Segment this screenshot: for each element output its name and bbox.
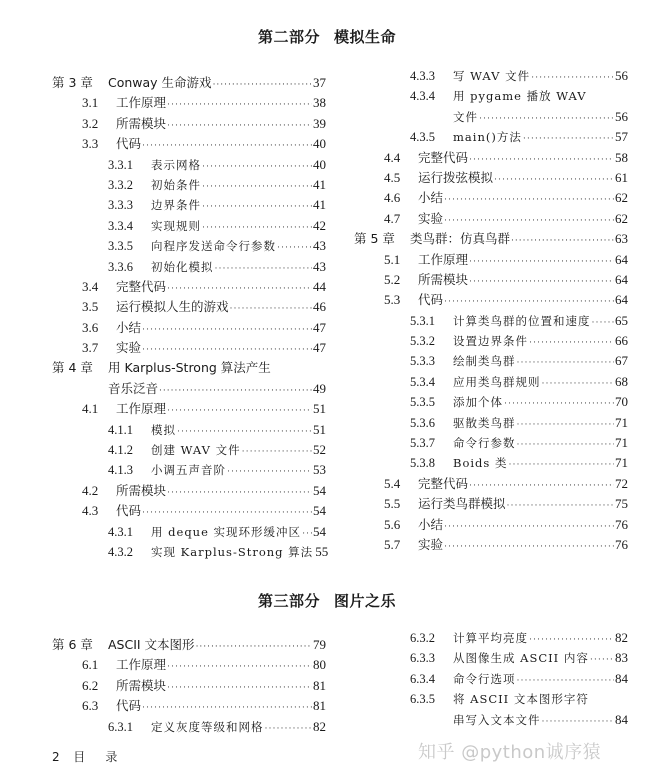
- toc-entry[interactable]: [354, 628, 628, 648]
- toc-entry-number: 4.3: [82, 503, 99, 519]
- toc-entry-title: 驱散类鸟群: [453, 415, 516, 430]
- toc-entry-page: 43: [313, 258, 326, 274]
- toc-entry-title: 小结: [116, 319, 142, 335]
- toc-entry-number: 5.4: [384, 475, 401, 491]
- dot-leader: [277, 237, 312, 257]
- toc-entry-page: 62: [615, 210, 628, 226]
- toc-entry-title: 用 Karplus-Strong 算法产生: [108, 360, 271, 376]
- toc-entry-title: 代码: [418, 292, 444, 308]
- toc-entry-page: 84: [615, 711, 628, 727]
- toc-entry-page: 76: [615, 536, 628, 552]
- part-three-title: 图片之乐: [334, 592, 397, 610]
- toc-entry[interactable]: [354, 86, 628, 106]
- toc-entry-page: 54: [313, 503, 326, 519]
- toc-entry-page: 71: [615, 414, 628, 430]
- toc-entry-page: 55: [315, 543, 329, 559]
- toc-entry-title: 计算平均亮度: [453, 631, 528, 645]
- toc-entry-page: 79: [313, 637, 326, 652]
- toc-entry-page: 83: [615, 650, 628, 666]
- dot-leader: [444, 210, 614, 230]
- dot-leader: [202, 176, 312, 196]
- toc-entry-number: 4.1.2: [108, 443, 133, 458]
- toc-entry-page: 42: [313, 217, 326, 233]
- toc-entry-title: 命令行选项: [453, 671, 516, 686]
- toc-entry-page: 82: [313, 718, 326, 734]
- toc-entry-page: 43: [313, 238, 326, 254]
- toc-entry-page: 76: [615, 516, 628, 532]
- toc-entry[interactable]: [52, 460, 326, 480]
- toc-entry-title: 代码: [116, 698, 142, 714]
- toc-entry-number: 4.1: [82, 401, 99, 417]
- toc-entry-number: 5.2: [384, 271, 401, 287]
- toc-entry-number: 第 6 章: [52, 637, 93, 652]
- toc-entry-number: 5.3.1: [410, 313, 435, 328]
- toc-entry[interactable]: [354, 413, 628, 433]
- dot-leader: [142, 697, 312, 717]
- dot-leader: [531, 67, 614, 87]
- toc-entry-page: 63: [615, 231, 628, 247]
- toc-entry[interactable]: [354, 351, 628, 371]
- toc-entry-page: 44: [313, 278, 326, 294]
- toc-entry-page: 56: [615, 108, 628, 124]
- dot-leader: [469, 149, 614, 169]
- dot-leader: [213, 75, 312, 95]
- toc-entry-title: 串写入文本文件: [453, 712, 541, 727]
- toc-entry-page: 67: [615, 353, 628, 369]
- dot-leader: [142, 339, 312, 359]
- toc-entry[interactable]: [354, 494, 628, 514]
- toc-entry-title: 绘制类鸟群: [453, 354, 516, 369]
- dot-leader: [265, 718, 313, 738]
- dot-leader: [302, 523, 312, 543]
- toc-entry-number: 5.3.5: [410, 395, 435, 410]
- toc-entry-title: 文件: [453, 109, 478, 124]
- dot-leader: [507, 495, 614, 515]
- toc-entry-page: 68: [615, 373, 628, 389]
- toc-entry-number: 5.1: [384, 251, 401, 267]
- dot-leader: [167, 278, 312, 298]
- toc-entry-title: 工作原理: [418, 251, 469, 267]
- toc-entry[interactable]: [52, 175, 326, 195]
- toc-entry-title: 工作原理: [116, 657, 167, 673]
- toc-entry[interactable]: [52, 522, 326, 542]
- toc-entry-page: 40: [313, 156, 326, 172]
- part-two-label: 第二部分: [257, 28, 320, 46]
- toc-entry[interactable]: [354, 188, 628, 208]
- toc-entry[interactable]: [52, 297, 326, 317]
- toc-entry[interactable]: [52, 216, 326, 236]
- toc-entry-title: main()方法: [453, 130, 522, 145]
- dot-leader: [202, 217, 312, 237]
- toc-entry-page: 84: [615, 670, 628, 686]
- toc-entry-number: 5.3.7: [410, 436, 435, 451]
- toc-entry-title: 写 WAV 文件: [453, 69, 531, 83]
- toc-entry[interactable]: [52, 399, 326, 419]
- toc-entry[interactable]: [52, 134, 326, 154]
- toc-entry-number: 3.5: [82, 299, 99, 315]
- dot-leader: [159, 381, 312, 401]
- dot-leader: [542, 373, 615, 393]
- toc-entry-title: 工作原理: [116, 401, 167, 417]
- toc-entry-page: 72: [615, 475, 628, 491]
- toc-entry-number: 3.3: [82, 136, 99, 152]
- toc-entry-title: 运行模拟人生的游戏: [116, 299, 229, 315]
- dot-leader: [230, 298, 312, 318]
- toc-entry-number: 3.3.3: [108, 198, 133, 213]
- toc-entry[interactable]: [52, 318, 326, 338]
- part-two-heading: [0, 26, 654, 47]
- dot-leader: [167, 115, 312, 135]
- toc-entry-title: 表示网格: [151, 157, 201, 172]
- dot-leader: [444, 516, 614, 536]
- toc-entry-number: 4.4: [384, 149, 401, 165]
- toc-entry-number: 4.6: [384, 190, 401, 206]
- toc-entry-page: 41: [313, 197, 326, 213]
- dot-leader: [167, 656, 312, 676]
- toc-entry[interactable]: [354, 710, 628, 730]
- toc-entry-page: 62: [615, 190, 628, 206]
- toc-entry-page: 51: [313, 421, 326, 437]
- toc-entry-title: 计算类鸟群的位置和速度: [453, 313, 591, 328]
- toc-entry-page: 66: [615, 333, 628, 349]
- toc-entry-number: 4.5: [384, 169, 401, 185]
- toc-entry-title: ASCII 文本图形: [108, 637, 195, 652]
- toc-entry[interactable]: [52, 379, 326, 399]
- toc-entry-number: 4.3.2: [108, 544, 133, 559]
- toc-entry-number: 6.3.1: [108, 719, 133, 734]
- toc-entry-page: 40: [313, 136, 326, 152]
- toc-entry[interactable]: [52, 93, 326, 113]
- toc-entry-title: 代码: [116, 503, 142, 519]
- toc-entry[interactable]: [52, 542, 329, 562]
- dot-leader: [215, 258, 313, 278]
- dot-leader: [177, 421, 312, 441]
- toc-entry-title: 实验: [116, 340, 142, 356]
- toc-entry-title: 小结: [418, 516, 444, 532]
- toc-entry[interactable]: [52, 236, 326, 256]
- toc-column-part3-left: [52, 635, 326, 737]
- toc-entry[interactable]: [354, 392, 628, 412]
- toc-entry-number: 3.3.1: [108, 157, 133, 172]
- toc-entry-title: 实现规则: [151, 218, 201, 233]
- toc-entry[interactable]: [52, 114, 326, 134]
- toc-entry-number: 6.3.5: [410, 692, 435, 707]
- toc-entry[interactable]: [52, 195, 326, 215]
- toc-entry-title: 创建 WAV 文件: [151, 443, 241, 458]
- dot-leader: [517, 434, 615, 454]
- toc-entry-number: 3.1: [82, 95, 99, 111]
- toc-entry[interactable]: [52, 277, 326, 297]
- toc-entry-title: 完整代码: [418, 149, 469, 165]
- toc-entry-number: 3.6: [82, 319, 99, 335]
- toc-entry-page: 41: [313, 176, 326, 192]
- toc-entry-page: 61: [615, 169, 628, 185]
- toc-entry[interactable]: [354, 311, 628, 331]
- toc-entry-page: 51: [313, 401, 326, 417]
- toc-entry[interactable]: [52, 358, 326, 378]
- toc-entry[interactable]: [52, 655, 326, 675]
- toc-entry-title: 应用类鸟群规则: [453, 374, 541, 389]
- toc-entry-title: 工作原理: [116, 95, 167, 111]
- toc-entry-number: 3.3.2: [108, 177, 133, 192]
- toc-entry[interactable]: [354, 209, 628, 229]
- toc-entry-number: 4.7: [384, 210, 401, 226]
- dot-leader: [529, 332, 614, 352]
- dot-leader: [529, 629, 614, 649]
- toc-entry-number: 6.2: [82, 677, 99, 693]
- toc-entry-number: 5.3: [384, 292, 401, 308]
- toc-entry-title: 小结: [418, 190, 444, 206]
- dot-leader: [494, 169, 614, 189]
- toc-entry-number: 5.7: [384, 536, 401, 552]
- toc-entry[interactable]: [354, 148, 628, 168]
- toc-entry-title: 用 deque 实现环形缓冲区: [151, 524, 302, 539]
- toc-entry-page: 70: [615, 394, 628, 410]
- toc-entry-title: 向程序发送命令行参数: [151, 239, 276, 254]
- toc-entry-page: 80: [313, 657, 326, 673]
- toc-entry[interactable]: [52, 635, 326, 655]
- toc-entry-title: 运行拨弦模拟: [418, 169, 494, 185]
- toc-entry-page: 46: [313, 299, 326, 315]
- toc-entry[interactable]: [52, 420, 326, 440]
- toc-entry-page: 52: [313, 442, 326, 458]
- part-two-title: 模拟生命: [334, 28, 397, 46]
- toc-entry-page: 64: [615, 251, 628, 267]
- toc-entry-page: 64: [615, 271, 628, 287]
- toc-entry-number: 6.3.4: [410, 671, 435, 686]
- toc-entry-number: 4.3.3: [410, 69, 435, 83]
- toc-entry-page: 58: [615, 149, 628, 165]
- dot-leader: [479, 108, 614, 128]
- toc-entry-page: 54: [313, 482, 326, 498]
- part-three-heading: [0, 590, 654, 611]
- toc-entry-page: 49: [313, 380, 326, 396]
- toc-entry-page: 71: [615, 435, 628, 451]
- toc-entry-title: 运行类鸟群模拟: [418, 496, 506, 512]
- toc-entry-number: 6.3.3: [410, 651, 435, 666]
- dot-leader: [227, 461, 312, 481]
- toc-entry-title: 代码: [116, 136, 142, 152]
- toc-entry-number: 6.3: [82, 698, 99, 714]
- toc-entry-title: Boids 类: [453, 456, 508, 471]
- dot-leader: [517, 670, 615, 690]
- toc-entry-page: 81: [313, 698, 326, 714]
- dot-leader: [469, 271, 614, 291]
- dot-leader: [542, 711, 615, 731]
- toc-entry[interactable]: [52, 73, 326, 93]
- footer-label-lu: 录: [105, 750, 118, 764]
- toc-entry-page: 38: [313, 95, 326, 111]
- toc-entry-title: 从图像生成 ASCII 内容: [453, 651, 589, 666]
- dot-leader: [444, 536, 614, 556]
- toc-entry-number: 5.3.2: [410, 334, 435, 349]
- toc-entry-number: 5.3.8: [410, 456, 435, 471]
- footer-label-mu: 目: [73, 750, 86, 764]
- toc-entry-page: 47: [313, 319, 326, 335]
- toc-entry-number: 5.3.6: [410, 415, 435, 430]
- dot-leader: [590, 649, 614, 669]
- toc-entry-number: 5.3.4: [410, 374, 435, 389]
- toc-column-part3-right: [354, 628, 628, 730]
- toc-entry-number: 4.1.3: [108, 463, 133, 478]
- toc-entry-title: 初始化模拟: [151, 259, 214, 274]
- toc-entry-page: 39: [313, 115, 326, 131]
- toc-entry[interactable]: [354, 290, 628, 310]
- toc-entry-number: 6.1: [82, 657, 99, 673]
- toc-entry[interactable]: [354, 433, 628, 453]
- toc-entry-title: 所需模块: [418, 271, 469, 287]
- toc-entry[interactable]: [52, 676, 326, 696]
- dot-leader: [202, 156, 312, 176]
- toc-entry[interactable]: [354, 66, 628, 86]
- toc-column-part2-left: [52, 73, 329, 562]
- toc-entry[interactable]: [354, 648, 628, 668]
- dot-leader: [196, 637, 312, 657]
- dot-leader: [504, 393, 614, 413]
- toc-entry-page: 37: [313, 75, 326, 90]
- toc-entry-page: 64: [615, 292, 628, 308]
- toc-entry-number: 4.3.5: [410, 130, 435, 145]
- dot-leader: [167, 94, 312, 114]
- page-footer: [52, 748, 117, 765]
- dot-leader: [242, 441, 312, 461]
- toc-entry[interactable]: [52, 717, 326, 737]
- toc-entry-number: 第 3 章: [52, 75, 93, 90]
- toc-entry[interactable]: [354, 453, 628, 473]
- toc-entry-number: 4.2: [82, 482, 99, 498]
- part-three-label: 第三部分: [257, 592, 320, 610]
- dot-leader: [142, 502, 312, 522]
- toc-entry-number: 5.5: [384, 496, 401, 512]
- toc-entry-number: 4.1.1: [108, 422, 133, 437]
- toc-entry[interactable]: [354, 107, 628, 127]
- toc-entry-number: 第 5 章: [354, 231, 395, 247]
- toc-entry[interactable]: [354, 250, 628, 270]
- toc-entry-page: 47: [313, 340, 326, 356]
- toc-entry-page: 82: [615, 630, 628, 645]
- toc-entry[interactable]: [52, 440, 326, 460]
- toc-entry[interactable]: [354, 270, 628, 290]
- toc-entry[interactable]: [52, 257, 326, 277]
- toc-entry-page: 71: [615, 455, 628, 471]
- dot-leader: [202, 196, 312, 216]
- toc-entry-page: 57: [615, 129, 628, 145]
- dot-leader: [517, 414, 615, 434]
- toc-entry-number: 第 4 章: [52, 360, 93, 376]
- dot-leader: [469, 251, 614, 271]
- toc-entry-number: 3.3.6: [108, 259, 133, 274]
- toc-entry[interactable]: [354, 669, 628, 689]
- dot-leader: [167, 677, 312, 697]
- toc-entry-title: 小调五声音阶: [151, 463, 226, 478]
- toc-entry-title: 初始条件: [151, 177, 201, 192]
- toc-entry[interactable]: [354, 515, 628, 535]
- toc-entry[interactable]: [354, 168, 628, 188]
- toc-entry[interactable]: [52, 696, 326, 716]
- toc-entry-number: 3.2: [82, 115, 99, 131]
- toc-entry[interactable]: [354, 372, 628, 392]
- dot-leader: [142, 135, 312, 155]
- toc-entry[interactable]: [52, 501, 326, 521]
- toc-column-part2-right: [354, 66, 628, 555]
- dot-leader: [142, 319, 312, 339]
- toc-entry-title: 定义灰度等级和网格: [151, 719, 264, 734]
- toc-entry[interactable]: [354, 535, 628, 555]
- toc-entry-title: 所需模块: [116, 482, 167, 498]
- toc-entry-title: 完整代码: [116, 278, 167, 294]
- toc-entry[interactable]: [354, 331, 628, 351]
- toc-entry-title: 完整代码: [418, 475, 469, 491]
- dot-leader: [469, 475, 614, 495]
- toc-entry-number: 3.3.5: [108, 239, 133, 254]
- toc-entry-title: Conway 生命游戏: [108, 75, 212, 90]
- toc-entry-number: 5.3.3: [410, 354, 435, 369]
- toc-entry-title: 音乐泛音: [108, 380, 159, 396]
- dot-leader: [592, 312, 615, 332]
- watermark: 知乎 @python诚序猿: [418, 742, 602, 763]
- dot-leader: [511, 231, 614, 251]
- dot-leader: [444, 189, 614, 209]
- toc-entry-number: 6.3.2: [410, 631, 435, 645]
- toc-entry-number: 5.6: [384, 516, 401, 532]
- dot-leader: [508, 454, 614, 474]
- toc-entry-title: 类鸟群：仿真鸟群: [410, 231, 511, 247]
- toc-entry-page: 65: [615, 312, 628, 328]
- toc-entry-title: 所需模块: [116, 677, 167, 693]
- toc-entry-page: 81: [313, 677, 326, 693]
- toc-entry-page: 75: [615, 496, 628, 512]
- toc-entry-number: 4.3.4: [410, 89, 435, 104]
- dot-leader: [444, 291, 614, 311]
- toc-entry[interactable]: [52, 338, 326, 358]
- dot-leader: [523, 128, 614, 148]
- dot-leader: [167, 400, 312, 420]
- toc-entry-title: 用 pygame 播放 WAV: [453, 89, 587, 104]
- toc-entry-number: 3.7: [82, 340, 99, 356]
- toc-entry[interactable]: [52, 155, 326, 175]
- toc-entry-number: 4.3.1: [108, 524, 133, 539]
- toc-entry-page: 54: [313, 523, 326, 539]
- toc-entry-title: 将 ASCII 文本图形字符: [453, 692, 589, 707]
- toc-entry[interactable]: [354, 127, 628, 147]
- dot-leader: [517, 352, 615, 372]
- toc-entry-title: 命令行参数: [453, 436, 516, 451]
- toc-entry-title: 设置边界条件: [453, 334, 528, 349]
- toc-entry-number: 3.4: [82, 278, 99, 294]
- toc-entry-page: 56: [615, 68, 628, 83]
- toc-entry-title: 所需模块: [116, 115, 167, 131]
- toc-entry-number: 3.3.4: [108, 218, 133, 233]
- toc-entry[interactable]: [354, 474, 628, 494]
- toc-entry[interactable]: [354, 689, 628, 709]
- toc-entry[interactable]: [52, 481, 326, 501]
- toc-entry-title: 模拟: [151, 422, 176, 437]
- toc-entry-title: 实现 Karplus-Strong 算法: [151, 544, 314, 559]
- dot-leader: [167, 482, 312, 502]
- toc-entry[interactable]: [354, 229, 628, 249]
- toc-entry-title: 边界条件: [151, 198, 201, 213]
- footer-page-number: 2: [52, 750, 60, 764]
- toc-entry-title: 实验: [418, 210, 444, 226]
- toc-entry-title: 实验: [418, 536, 444, 552]
- toc-entry-title: 添加个体: [453, 395, 503, 410]
- toc-entry-page: 53: [313, 462, 326, 478]
